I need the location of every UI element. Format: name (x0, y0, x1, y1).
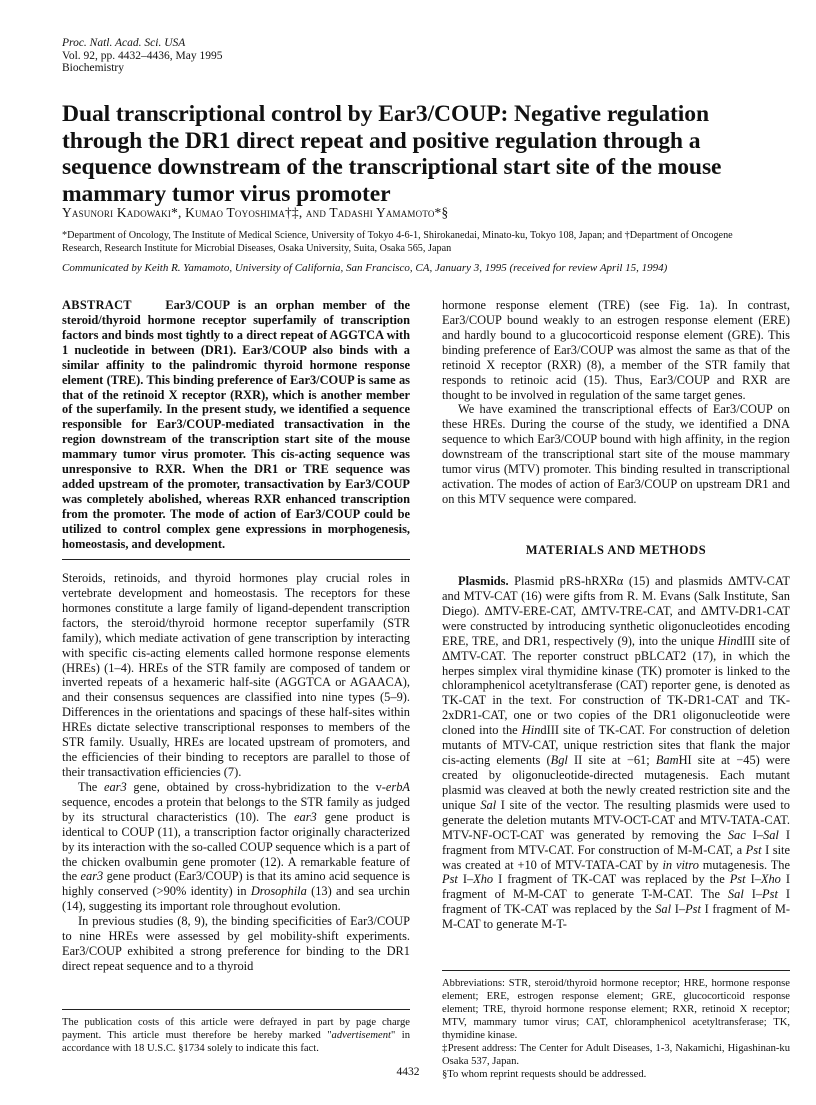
plasmids-label: Plasmids. (458, 574, 509, 588)
right-paragraph-1: hormone response element (TRE) (see Fig. 1a). In contrast, Ear3/COUP bound weakly to an estrogen response element (ERE) and hardly bound to a glucocorticoid response element (GRE). This binding preference of Ear3/COUP was almost the same as that of the retinoid X receptor (RXR) (8), a member of the STR family that responds to retinoic acid (15). Thus, Ear3/COUP and RXR are thought to be involved in regulation of the same target genes. (442, 298, 790, 402)
author-list: Yasunori Kadowaki*, Kumao Toyoshima†‡, and Tadashi Yamamoto*§ (62, 205, 449, 220)
affiliations: *Department of Oncology, The Institute of Medical Science, University of Tokyo 4-6-1, Shirokanedai, Minato-ku, Tokyo 108, Japan; and †Department of Oncogene Research, Research Institute for Microbial Diseases, Osaka University, Suita, Osaka 565, Japan (62, 230, 733, 254)
methods-plasmids: Plasmids. Plasmid pRS-hRXRα (15) and plasmids ΔMTV-CAT and MTV-CAT (16) were gifts from R. M. Evans (Salk Institute, San Diego). ΔMTV-ERE-CAT, ΔMTV-TRE-CAT, and ΔMTV-DR1-CAT were constructed by introducing synthetic oligonucleotides encoding ERE, TRE, and DR1, respectively (9), into the unique HindIII site of ΔMTV-CAT. The reporter construct pBLCAT2 (17), in which the herpes simplex viral thymidine kinase (TK) promoter is linked to the chloramphenicol acetyltransferase (CAT) reporter gene, is denoted as TK-CAT in the text. For construction of TK-DR1-CAT and TK-2xDR1-CAT, one or two copies of the DR1 oligonucleotide were cloned into the HindIII site of TK-CAT. For construction of deletion mutants of MTV-CAT, unique restriction sites that flank the major cis-acting elements (Bgl II site at −61; BamHI site at −45) were created by oligonucleotide-directed mutagenesis. Each mutant plasmid was cleaved at both the newly created restriction site and the unique Sal I site of the vector. The resulting plasmids were used to generate the deletion mutants MTV-OCT-CAT and MTV-TATA-CAT. MTV-NF-OCT-CAT was generated by removing the Sac I–Sal I fragment from MTV-CAT. For construction of M-M-CAT, a Pst I site was created at +10 of MTV-TATA-CAT by in vitro mutagenesis. The Pst I–Xho I fragment of TK-CAT was replaced by the Pst I–Xho I fragment of M-M-CAT to generate T-M-CAT. The Sal I–Pst I fragment of TK-CAT was replaced by the Sal I–Pst I fragment of M-M-CAT to generate M-T- (442, 574, 790, 932)
journal-volume: Vol. 92, pp. 4432–4436, May 1995 (62, 49, 223, 62)
abstract (62, 298, 410, 552)
journal-header (62, 37, 222, 75)
intro-paragraph-3: In previous studies (8, 9), the binding specificities of Ear3/COUP to nine HREs were assessed by gel mobility-shift experiments. Ear3/COUP exhibited a strong preference for binding to the DR1 direct repeat sequence and to a thyroid (62, 914, 410, 973)
introduction-continued (442, 298, 790, 507)
section-heading-methods: MATERIALS AND METHODS (525, 543, 707, 557)
reprints-note: §To whom reprint requests should be addressed. (442, 1069, 647, 1080)
journal-section: Biochemistry (62, 62, 124, 74)
abstract-divider (62, 559, 410, 560)
abstract-label: ABSTRACT (62, 298, 132, 312)
intro-paragraph-2: The ear3 gene, obtained by cross-hybridization to the v-erbA sequence, encodes a protein that belongs to the STR family as judged by its structural characteristics (10). The ear3 gene product is identical to COUP (11), a transcription factor originally characterized by its interaction with the so-called COUP sequence which is a part of the chicken ovalbumin gene promoter (12). A remarkable feature of the ear3 gene product (Ear3/COUP) is that its amino acid sequence is highly conserved (>90% identity) in Drosophila (13) and sea urchin (14), suggesting its important role throughout evolution. (62, 779, 410, 914)
communicated-by: Communicated by Keith R. Yamamoto, University of California, San Francisco, CA, January 3, 1995 (received for review April 15, 1994) (62, 262, 668, 274)
footnote-divider-left (62, 1009, 410, 1010)
article-title: Dual transcriptional control by Ear3/COUP: Negative regulation through the DR1 direct repeat and positive regulation through a sequence downstream of the transcriptional start site of the mouse mammary tumor virus promoter (62, 101, 722, 207)
journal-name: Proc. Natl. Acad. Sci. USA (62, 37, 186, 49)
present-address-note: ‡Present address: The Center for Adult Diseases, 1-3, Nakamichi, Higashinan-ku Osaka 537, Japan. (442, 1043, 790, 1067)
abbreviations-text: Abbreviations: STR, steroid/thyroid hormone receptor; HRE, hormone response element; ERE, estrogen response element; GRE, glucocorticoid response element; TRE, thyroid hormone response element; RXR, retinoid X receptor; MTV, mammary tumor virus; CAT, chloramphenicol acetyltransferase; TK, thymidine kinase. (442, 978, 790, 1041)
abstract-text: Ear3/COUP is an orphan member of the steroid/thyroid hormone receptor superfamily of transcription factors and binds most tightly to a direct repeat of AGGTCA with 1 nucleotide in between (DR1). Ear3/COUP also binds with a similar affinity to the palindromic thyroid hormone response element (TRE). This binding preference of Ear3/COUP is same as that of the retinoid X receptor (RXR), which is another member of the superfamily. In the present study, we identified a sequence responsible for Ear3/COUP-mediated transactivation in the region downstream of the transcription start site of the mouse mammary tumor virus promoter. This cis-acting sequence was unresponsive to RXR. When the DR1 or TRE sequence was added upstream of the promoter, transactivation by Ear3/COUP was completely abolished, whereas RXR enhanced transcription from the promoter. The mode of action of Ear3/COUP could be utilized to control complex gene expressions in morphogenesis, homeostasis, and development. (62, 298, 411, 551)
right-paragraph-2: We have examined the transcriptional effects of Ear3/COUP on these HREs. During the course of the study, we identified a DNA sequence to which Ear3/COUP bound with high affinity, in the region downstream of the transcriptional start site of the mouse mammary tumor virus (MTV) promoter. This binding resulted in transcriptional activation. The modes of action of Ear3/COUP on upstream DR1 and on this MTV sequence were compared. (442, 402, 790, 506)
footnote-divider-right (442, 970, 790, 971)
publication-costs-note: The publication costs of this article were defrayed in part by page charge payment. This article must therefore be hereby marked "advertisement" in accordance with 18 U.S.C. §1734 solely to indicate this fact. (62, 1017, 410, 1054)
page-number: 4432 (396, 1066, 420, 1078)
introduction (62, 571, 410, 974)
intro-paragraph-1: Steroids, retinoids, and thyroid hormones play crucial roles in vertebrate development and homeostasis. The receptors for these hormones constitute a large family of ligand-dependent transcription factors, the steroid/thyroid hormone receptor superfamily (STR family), which mediate activation of gene transcription by interacting with specific cis-acting elements called hormone response elements (HREs) (1–4). HREs of the STR family are composed of tandem or inverted repeats of a hexameric half-site (AGGTCA or AGAACA), and their consensus sequences are classified into nine types (5–9). Differences in the orientations and spacings of these half-sites within HREs dictate selective transcriptional responses to members of the STR family. Usually, HREs are located upstream of promoters, and the efficiencies of their binding to receptors are parallel to those of their transactivation efficiencies (7). (62, 571, 410, 779)
